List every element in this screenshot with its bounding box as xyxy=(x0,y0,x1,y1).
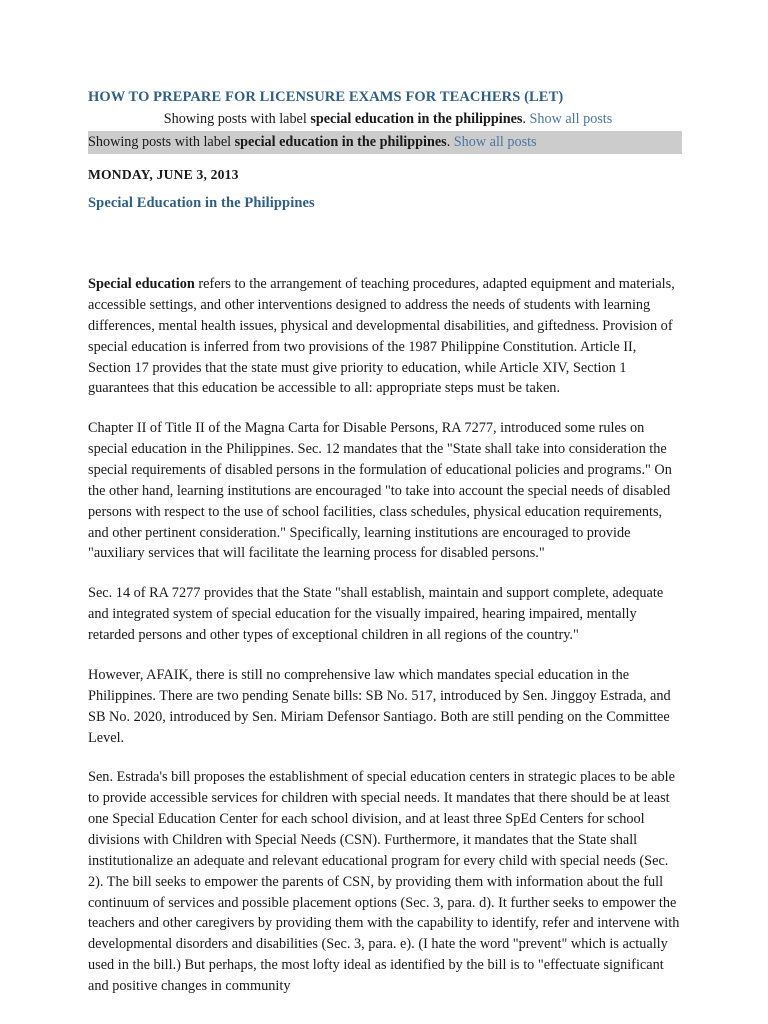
paragraph xyxy=(88,274,682,399)
label-notice-suffix: . xyxy=(522,111,530,128)
paragraph-text: Sec. 14 of RA 7277 provides that the State "shall establish, maintain and support complete, adequate and integrated system of special education for the visually impaired, hearing impaired, mentally retarded persons and other types of exceptional children in all regions of the country." xyxy=(88,585,664,644)
paragraph xyxy=(88,665,682,748)
blog-title: HOW TO PREPARE FOR LICENSURE EXAMS FOR TEACHERS (LET) xyxy=(88,89,564,105)
label-notice-highlight-prefix: Showing posts with label xyxy=(88,133,235,150)
document-content xyxy=(88,88,682,997)
show-all-posts-link-highlighted[interactable]: Show all posts xyxy=(453,133,537,150)
paragraph xyxy=(88,583,682,646)
post-date: MONDAY, JUNE 3, 2013 xyxy=(88,167,239,183)
label-notice-highlight-suffix: . xyxy=(446,133,454,150)
paragraph xyxy=(88,767,682,996)
post-body xyxy=(88,274,682,997)
post-title: Special Education in the Philippines xyxy=(88,195,315,212)
show-all-posts-link[interactable]: Show all posts xyxy=(529,111,613,128)
label-notice-highlight-label: special education in the philippines xyxy=(234,133,447,150)
paragraph-text: refers to the arrangement of teaching procedures, adapted equipment and materials, accessible settings, and other interventions designed to address the needs of students with learning differences, mental health issues, physical and developmental disabilities, and giftedness. Provision of special education is inferred from two provisions of the 1987 Philippine Constitution. Article II, Section 17 provides that the state must give priority to education, while Article XIV, Section 1 guarantees that this education be accessible to all: appropriate steps must be taken. xyxy=(88,276,675,397)
label-notice-line xyxy=(88,110,682,128)
label-notice-label: special education in the philippines xyxy=(310,111,523,128)
label-notice-prefix: Showing posts with label xyxy=(163,111,311,128)
paragraph-text: Sen. Estrada's bill proposes the establishment of special education centers in strategic places to be able to provide accessible services for children with special needs. It mandates that there should be at least one Special Education Center for each school division, and at least three SpEd Centers for school divisions with Children with Special Needs (CSN). Furthermore, it mandates that the State shall institutionalize an adequate and relevant educational program for every child with special needs (Sec. 2). The bill seeks to empower the parents of CSN, by providing them with information about the full continuum of services and possible placement options (Sec. 3, para. d). It further seeks to empower the teachers and other caregivers by providing them with the capability to identify, refer and intervene with developmental disorders and disabilities (Sec. 3, para. e). (I hate the word "prevent" which is actually used in the bill.) But perhaps, the most lofty ideal as identified by the bill is to "effectuate significant and positive changes in community xyxy=(88,769,680,994)
paragraph-text: Chapter II of Title II of the Magna Carta for Disable Persons, RA 7277, introduced some rules on special education in the Philippines. Sec. 12 mandates that the "State shall take into consideration the special requirements of disabled persons in the formulation of educational policies and programs." On the other hand, learning institutions are encouraged "to take into account the special needs of disabled persons with respect to the use of school facilities, class schedules, physical education requirements, and other pertinent consideration." Specifically, learning institutions are encouraged to provide "auxiliary services that will facilitate the learning process for disabled persons." xyxy=(88,420,672,562)
paragraph-text: However, AFAIK, there is still no comprehensive law which mandates special education in the Philippines. There are two pending Senate bills: SB No. 517, introduced by Sen. Jinggoy Estrada, and SB No. 2020, introduced by Sen. Miriam Defensor Santiago. Both are still pending on the Committee Level. xyxy=(88,666,671,746)
label-notice-line-highlighted xyxy=(88,131,682,155)
paragraph-lead-in: Special education xyxy=(88,276,195,293)
paragraph xyxy=(88,418,682,564)
